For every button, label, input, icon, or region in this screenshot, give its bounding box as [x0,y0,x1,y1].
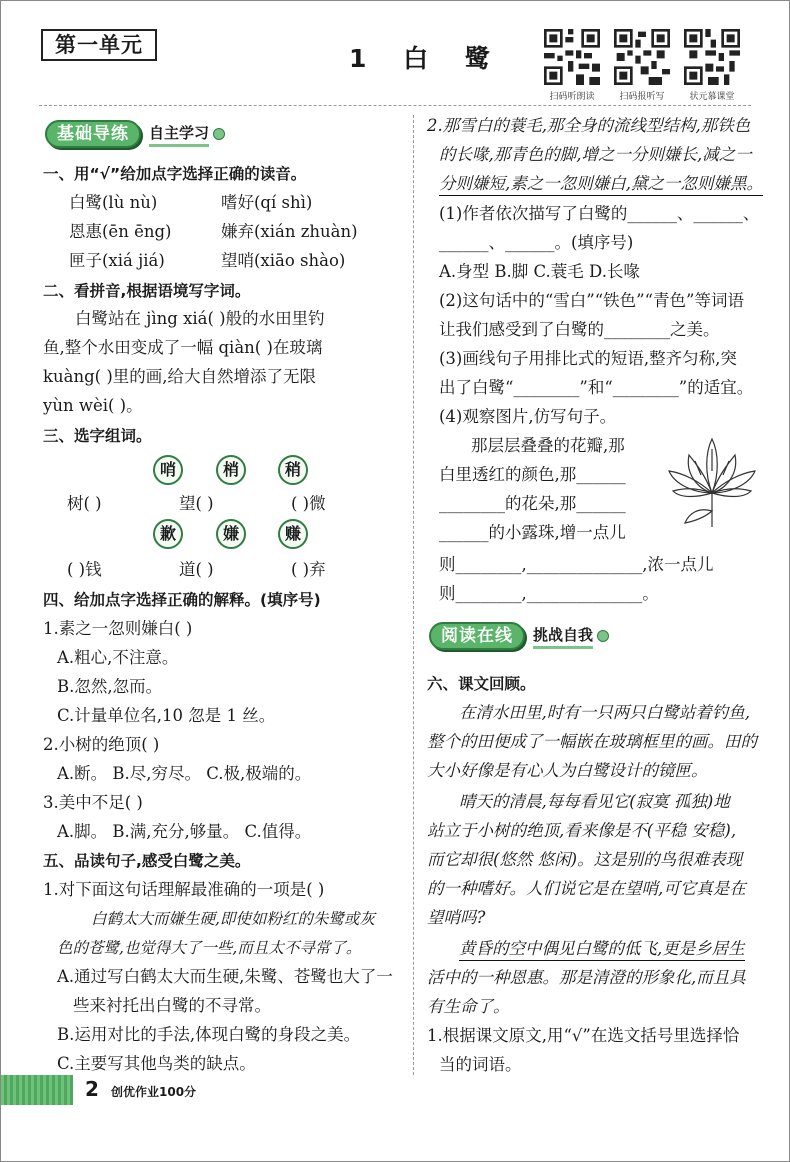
sub-question: (2)这句话中的“雪白”“铁色”“青色”等词语 [439,291,744,310]
option-line: A.通过写白鹤太大而生硬,朱鹭、苍鹭也大了一 [57,967,393,986]
underlined-quote-line: 分则嫌短,素之一忽则嫌白,黛之一忽则嫌黑。 [439,173,763,196]
option-line: A.粗心,不注意。 [57,648,179,667]
sub-question: ______、______。(填序号) [439,233,634,252]
sub-question: 2.小树的绝顶( ) [43,735,160,754]
word-blank: 望( ) [179,494,214,513]
qr-label: 扫码听朗读 [549,92,595,102]
word-blank: ( )弃 [291,560,326,579]
banner-basic-practice [45,119,225,149]
unit-badge: 第一单元 [41,29,157,61]
lotus-flower-illustration [659,431,765,529]
char-choice: 赚 [278,519,308,549]
sub-question: (3)画线句子用排比式的短语,整齐匀称,突 [439,349,737,368]
option-line: C.主要写其他鸟类的缺点。 [57,1054,256,1073]
passage-line: 站立于小树的绝顶,看来像是不(平稳 安稳), [427,821,737,840]
banner-dot-icon [597,630,609,642]
question-title: 六、课文回顾。 [427,675,536,693]
passage-line: 有生命了。 [427,997,510,1016]
pinyin-item: 匣子(xiá jiá) [69,251,165,270]
imitation-line: ______的小露珠,增一点儿 [439,523,626,542]
sub-question: 1.素之一忽则嫌白( ) [43,619,193,638]
passage-line: 白鹭站在 jìng xiá( )般的水田里钓 [75,309,325,328]
passage-line: 而它却很(悠然 悠闲)。这是别的鸟很难表现 [427,850,743,869]
option-line: C.计量单位名,10 忽是 1 丝。 [57,706,276,725]
banner-subtitle: 挑战自我 [533,624,593,649]
passage-line: 活中的一种恩惠。那是清澄的形象化,而且具 [427,968,746,987]
quote-line: 的长喙,那青色的脚,增之一分则嫌长,减之一 [439,145,752,164]
passage-line: 的一种嗜好。人们说它是在望哨,可它真是在 [427,879,746,898]
lesson-title: 1 白 鹭 [349,44,504,73]
qr-label: 状元慕课堂 [689,92,735,102]
option-line: A.身型 B.脚 C.蓑毛 D.长喙 [439,262,640,281]
char-choice: 嫌 [216,519,246,549]
char-choice: 稍 [278,455,308,485]
banner-reading-online [429,621,609,651]
imitation-line: ________的花朵,那______ [439,494,626,513]
quote-line: 色的苍鹭,也觉得大了一些,而且太不寻常了。 [57,939,362,957]
passage-line: kuàng( )里的画,给大自然增添了无限 [43,367,317,386]
char-choice: 哨 [153,455,183,485]
question-title: 四、给加点字选择正确的解释。(填序号) [43,591,321,609]
sub-question: (4)观察图片,仿写句子。 [439,407,617,426]
sub-question: 3.美中不足( ) [43,793,143,812]
imitation-line: 则________,______________。 [439,584,659,603]
imitation-line: 那层层叠叠的花瓣,那 [471,436,625,455]
word-blank: 树( ) [67,494,102,513]
quote-line: 2.那雪白的蓑毛,那全身的流线型结构,那铁色 [427,116,751,135]
question-title: 五、品读句子,感受白鹭之美。 [43,852,251,870]
page-number: 2 [85,1077,99,1101]
passage-line: 在清水田里,时有一只两只白鹭站着钓鱼, [459,703,750,722]
banner-dot-icon [213,128,225,140]
passage-line: 鱼,整个水田变成了一幅 qiàn( )在玻璃 [43,338,323,357]
pinyin-item: 望哨(xiāo shào) [221,251,346,270]
char-choice: 歉 [153,519,183,549]
banner-title: 基础导练 [45,120,141,148]
word-blank: 道( ) [179,560,214,579]
passage-line: 望哨吗? [427,908,486,927]
word-blank: ( )钱 [67,560,102,579]
pinyin-item: 嫌弃(xián zhuàn) [221,222,358,241]
qr-code-icon[interactable] [684,29,740,85]
sub-question: 出了白鹭“________”和“________”的适宜。 [439,378,754,397]
char-choice: 梢 [216,455,246,485]
option-line: B.运用对比的手法,体现白鹭的身段之美。 [57,1025,361,1044]
banner-subtitle: 自主学习 [149,122,209,147]
header-divider [39,105,751,106]
column-divider [413,115,414,1075]
passage-line: 大小好像是有心人为白鹭设计的镜匣。 [427,761,708,780]
word-blank: ( )微 [291,494,326,513]
passage-line: 晴天的清晨,每每看见它(寂寞 孤独)地 [459,792,730,811]
sub-question: 1.对下面这句话理解最准确的一项是( ) [43,880,325,899]
question-title: 二、看拼音,根据语境写字词。 [43,282,251,300]
option-line: A.断。 B.尽,穷尽。 C.极,极端的。 [57,764,312,783]
sub-question: 当的词语。 [439,1055,522,1074]
passage-line: 整个的田便成了一幅嵌在玻璃框里的画。田的 [427,732,757,751]
sub-question: 让我们感受到了白鹭的________之美。 [439,320,720,339]
sub-question: (1)作者依次描写了白鹭的______、______、 [439,204,760,223]
underlined-passage-line: 黄昏的空中偶见白鹭的低飞,更是乡居生 [459,938,745,961]
footer-brand: 创优作业100分 [111,1085,197,1099]
qr-code-icon[interactable] [614,29,670,85]
footer-green-bar [1,1075,73,1105]
quote-line: 白鹤太大而嫌生硬,即使如粉红的朱鹭或灰 [91,910,375,928]
pinyin-item: 嗜好(qí shì) [221,193,313,212]
pinyin-item: 恩惠(ēn ēng) [69,222,172,241]
option-line: 些来衬托出白鹭的不寻常。 [73,996,271,1015]
passage-line: yùn wèi( )。 [43,396,143,415]
banner-title: 阅读在线 [429,622,525,650]
question-title: 一、用“√”给加点字选择正确的读音。 [43,165,307,183]
question-title: 三、选字组词。 [43,427,152,445]
pinyin-item: 白鹭(lù nù) [69,193,158,212]
option-line: B.忽然,忽而。 [57,677,163,696]
sub-question: 1.根据课文原文,用“√”在选文括号里选择恰 [427,1026,740,1045]
qr-label: 扫码报听写 [619,92,665,102]
imitation-line: 则________,______________,浓一点儿 [439,555,714,574]
option-line: A.脚。 B.满,充分,够量。 C.值得。 [57,822,312,841]
qr-code-icon[interactable] [544,29,600,85]
imitation-line: 白里透红的颜色,那______ [439,465,626,484]
